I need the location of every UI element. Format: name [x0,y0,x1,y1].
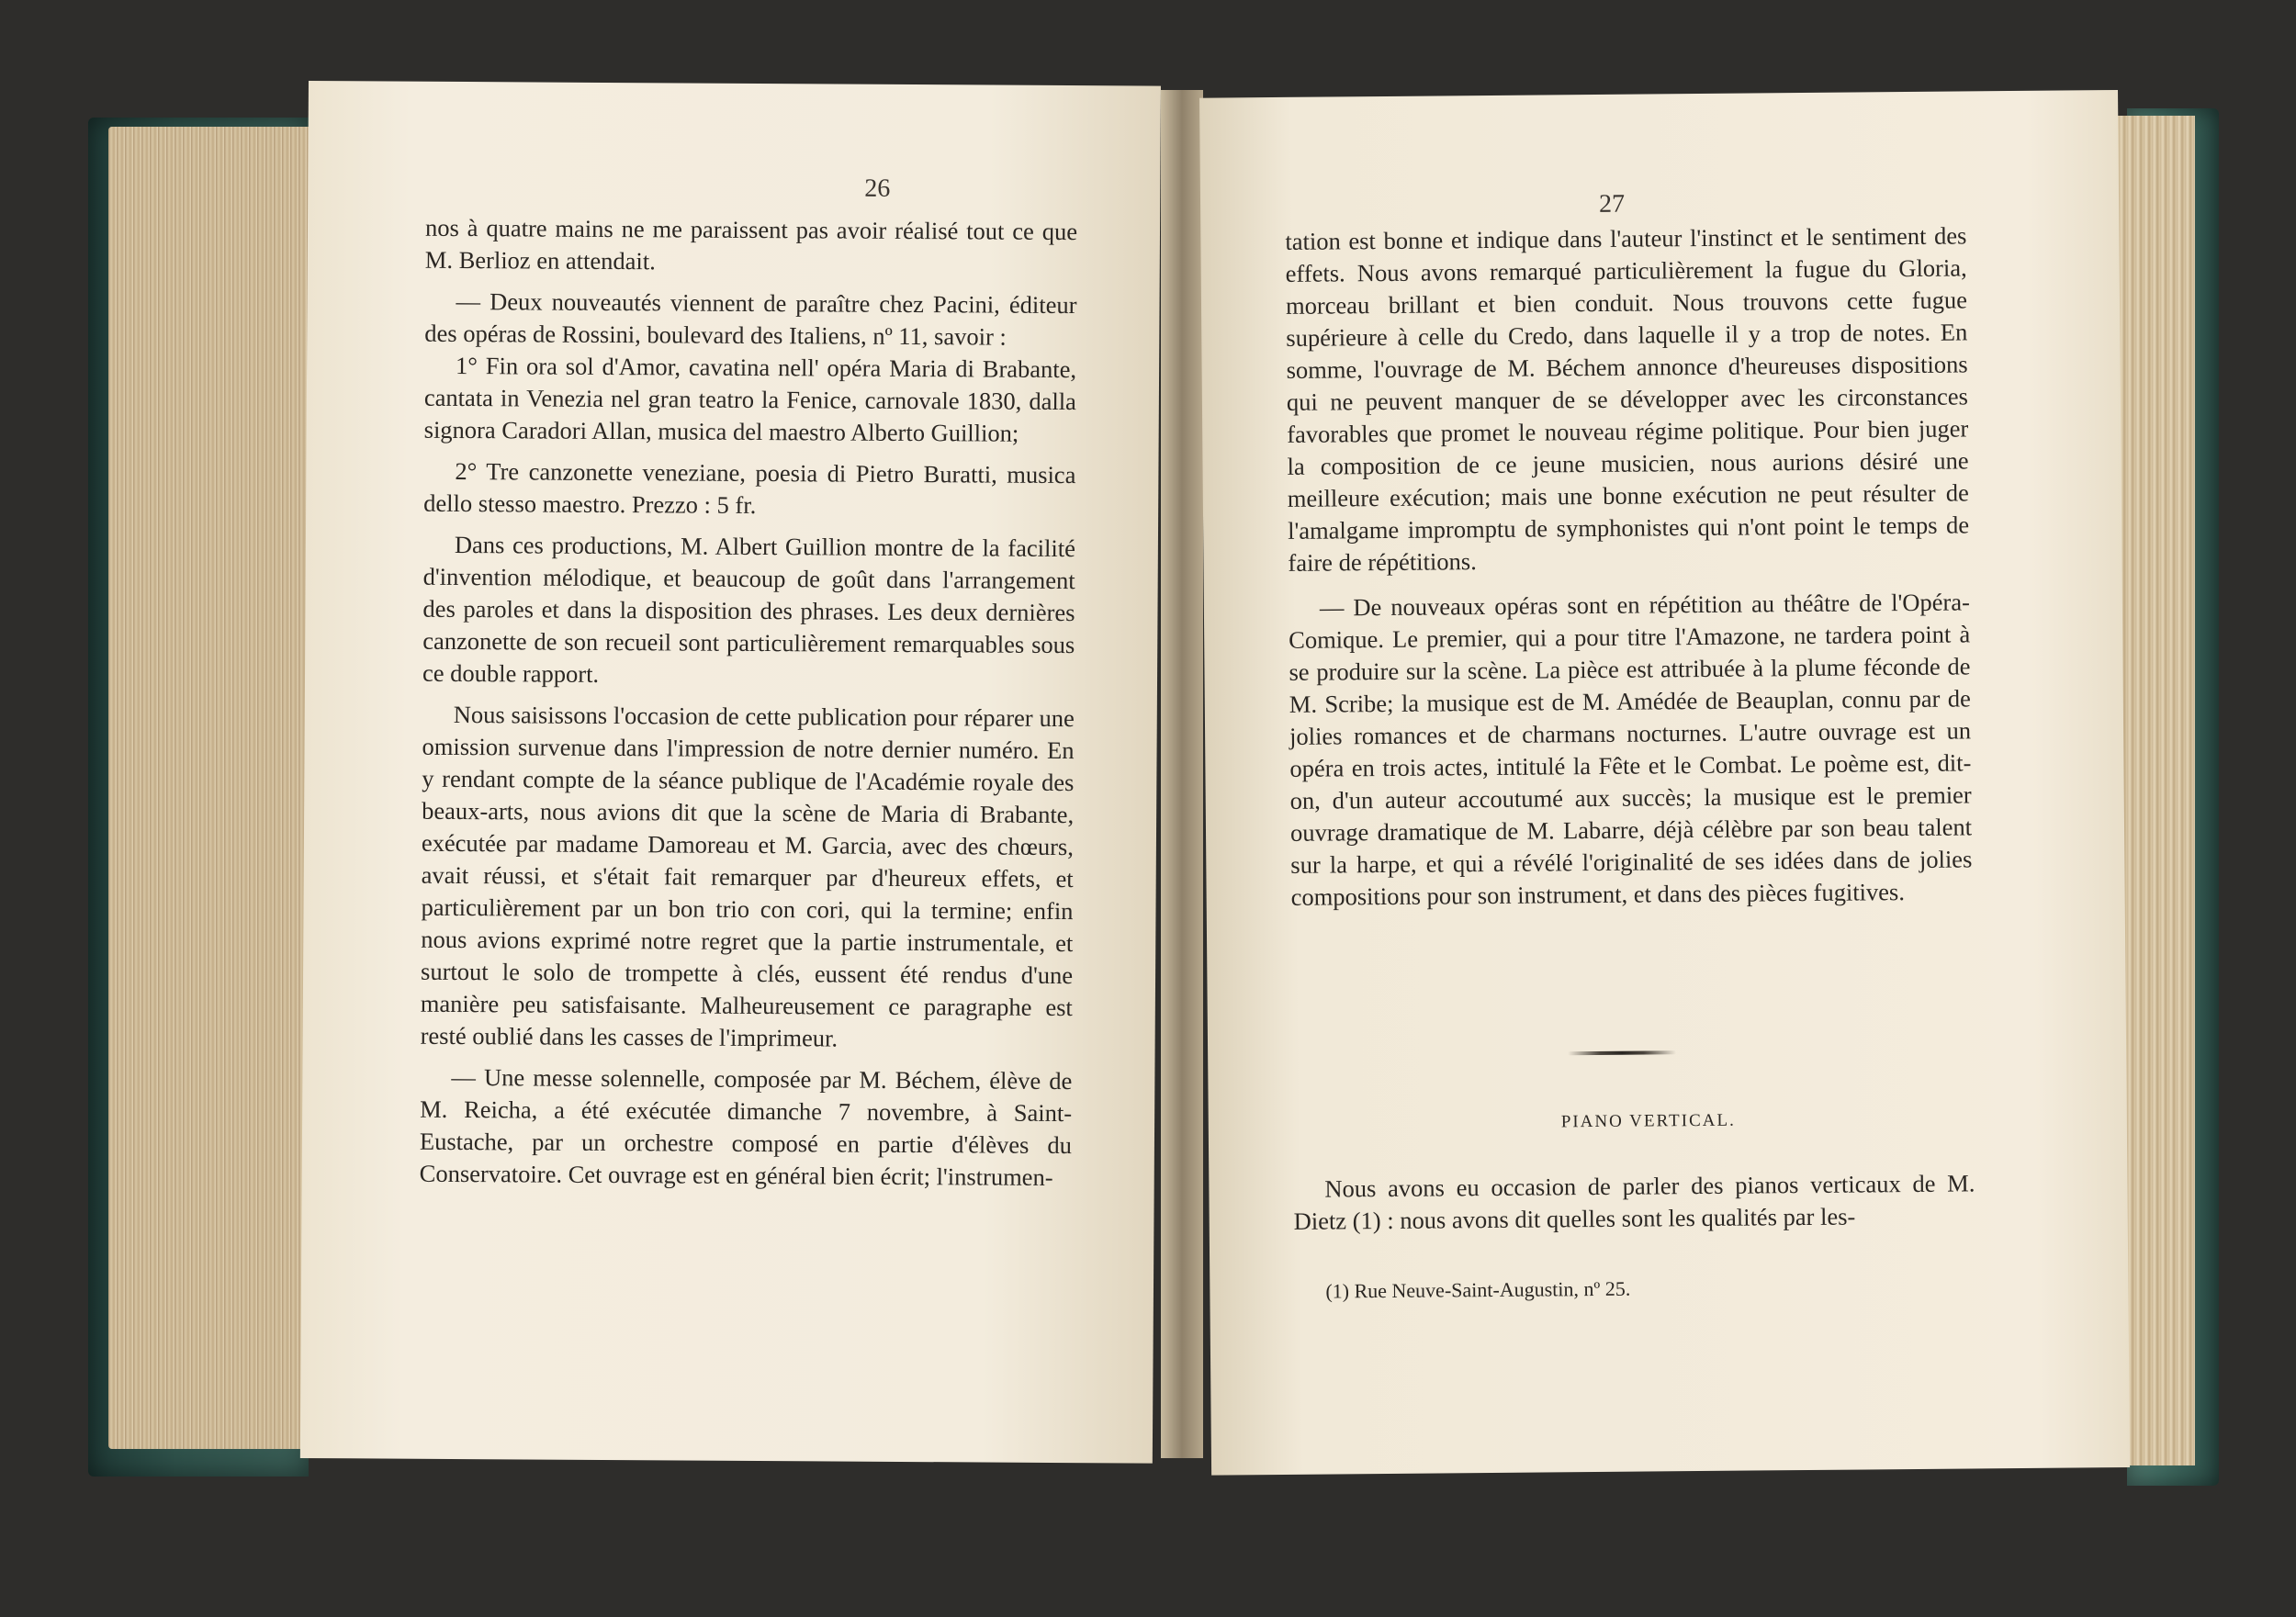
section-text [1293,1167,1975,1237]
paragraph: — Une messe solennelle, composée par M. Béchem, élève de M. Reicha, a été exécutée dimanche 7 novembre, à Saint-Eustache, par un orchestre composé en partie d'élèves du Conservatoire. Cet ouvrage est en général bien écrit; l'instrumen- [419,1062,1073,1191]
left-text-column [420,212,1077,1194]
paragraph: Dans ces productions, M. Albert Guillion montre de la facilité d'invention mélodique, et beaucoup de goût dans l'arrangement des paroles et dans la disposition des phrases. Les deux dernières canzonette de son recueil sont particulièrement remarquables sous ce double rapport. [422,530,1075,688]
footnote: (1) Rue Neuve-Saint-Augustin, nº 25. [1325,1276,1631,1303]
page-edges-left [108,127,320,1449]
right-page [1199,90,2130,1476]
open-book [88,81,2219,1550]
paragraph: nos à quatre mains ne me paraissent pas avoir réalisé tout ce que M. Berlioz en attendait. [424,213,1078,275]
page-number: 26 [864,174,891,203]
paragraph: Nous saisissons l'occasion de cette publication pour réparer une omission survenue dans l'impression de notre dernier numéro. En y rendant compte de la séance publique de l'Académie royale des beaux-arts, nous avions dit que la scène de Maria di Brabante, exécutée par madame Damoreau et M. Garcia, avec des chœurs, avait réussi, et s'était fait remarquer par d'heureux effets, et particulièrement par un bon trio con cori, qui la termine; enfin nous avions exprimé notre regret que la partie instrumentale, et surtout le solo de trompette à clés, eussent été rendus d'une manière peu satisfaisante. Malheureusement ce paragraphe est resté oublié dans les casses de l'imprimeur. [420,700,1075,1052]
paragraph: tation est bonne et indique dans l'auteur l'instinct et le sentiment des effets. Nous avons remarqué particulièrement la fugue du Gloria, morceau brillant et bien conduit. Nous trouvons cette fugue supérieure à celle du Credo, dans laquelle il y a trop de notes. En somme, l'ouvrage de M. Béchem annonce d'heureuses dispositions qui ne peuvent manquer de se développer avec les circonstances favorables que promet le nouveau régime politique. Pour bien juger la composition de ce jeune musicien, nous aurions désiré une meilleure exécution; mais une bonne exécution ne peut résulter de l'amalgame impromptu de symphonistes qui n'ont point le temps de faire de répétitions. [1285,221,1970,577]
section-heading: PIANO VERTICAL. [1560,1110,1736,1132]
paragraph: — Deux nouveautés viennent de paraître chez Pacini, éditeur des opéras de Rossini, boulevard des Italiens, nº 11, savoir : [424,286,1077,351]
paragraph: — De nouveaux opéras sont en répétition au théâtre de l'Opéra-Comique. Le premier, qui a pour titre l'Amazone, ne tardera point à se produire sur la scène. La pièce est attribuée à la plume féconde de M. Scribe; la musique est de M. Amédée de Beauplan, connu par de jolies romances et de charmans nocturnes. L'autre ouvrage est un opéra en trois actes, intitulé la Fête et le Combat. Le poème est, dit-on, d'un auteur accoutumé aux succès; la musique est le premier ouvrage dramatique de M. Labarre, déjà célèbre par son beau talent sur la harpe, et qui a révélé l'originalité de ses idées dans de jolies compositions pour son instrument, et dans des pièces fugitives. [1289,588,1973,911]
decorative-rule [1568,1050,1676,1055]
paragraph: Nous avons eu occasion de parler des pianos verticaux de M. Dietz (1) : nous avons dit quelles sont les qualités par les- [1293,1169,1975,1235]
page-number: 27 [1598,189,1626,219]
paragraph: 1° Fin ora sol d'Amor, cavatina nell' opéra Maria di Brabante, cantata in Venezia nel gran teatro la Fenice, carnovale 1830, dalla signora Caradori Allan, musica del maestro Alberto Guillion; [423,351,1077,447]
book-gutter [1161,90,1203,1458]
paragraph: 2° Tre canzonette veneziane, poesia di Pietro Buratti, musica dello stesso maestro. Prezzo : 5 fr. [423,456,1076,519]
left-page [300,81,1161,1464]
right-text-column [1285,219,1973,913]
